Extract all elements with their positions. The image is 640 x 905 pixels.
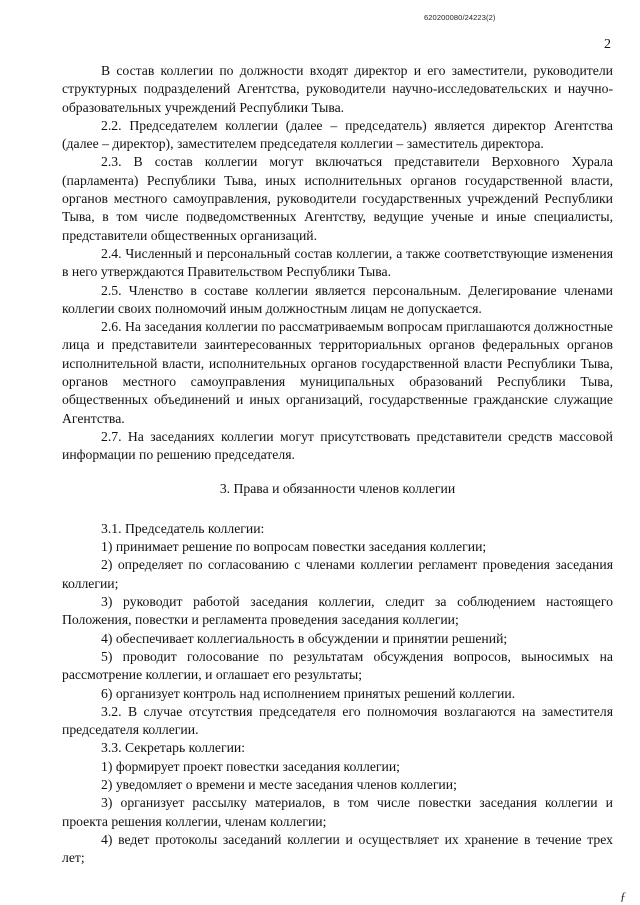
item-3-2: 3.2. В случае отсутствия председателя его полномочия возлагаются на заместителя председателя коллегии. (62, 703, 613, 738)
section-heading: 3. Права и обязанности членов коллегии (219, 480, 456, 496)
paragraph-2-5: 2.5. Членство в составе коллегии является персональным. Делегирование членами коллегии своих полномочий иным должностным лицам не допускается. (62, 282, 613, 316)
corner-mark: ƒ (620, 889, 626, 903)
page-number: 2 (604, 37, 611, 52)
paragraph-2-6: 2.6. На заседания коллегии по рассматриваемым вопросам приглашаются должностные лица и представители заинтересованных территориальных органов федеральных органов исполнительной власти, исполнительных органов государственной власти Республики Тыва, органов местного самоуправления муниципальных образований Республики Тыва, общественных объединений и иных организаций, государственные гражданские служащие Агентства. (62, 319, 614, 426)
list-item: 1) формирует проект повестки заседания коллегии; (101, 758, 400, 774)
list-item: 6) организует контроль над исполнением принятых решений коллегии. (101, 685, 516, 701)
list-item: 5) проводит голосование по результатам обсуждения вопросов, выносимых на рассмотрение коллегии, и оглашает его результаты; (62, 648, 613, 683)
paragraph-2-7: 2.7. На заседаниях коллегии могут присутствовать представители средств массовой информации по решению председателя. (62, 428, 613, 463)
list-item: 1) принимает решение по вопросам повестки заседания коллегии; (101, 539, 487, 555)
list-item: 4) обеспечивает коллегиальность в обсуждении и принятии решений; (101, 630, 508, 646)
document-body (62, 62, 613, 867)
item-3-3-secretary: 3.3. Секретарь коллегии: (101, 740, 246, 756)
paragraph-2-3: 2.3. В состав коллегии могут включаться представители Верховного Хурала (парламента) Республики Тыва, иных исполнительных органов государственной власти, органов местного самоуправления, руководители государственных учреждений Республики Тыва, в том числе подведомственных Агентству, ведущие ученые и иные специалисты, представители общественных организаций. (62, 154, 613, 243)
paragraph-2-1-members: В состав коллегии по должности входят директор и его заместители, руководители структурных подразделений Агентства, руководители научно-исследовательских и научно-образовательных учреждений Республики Тыва. (62, 63, 613, 115)
paragraph-2-2: 2.2. Председателем коллегии (далее – председатель) является директор Агентства (далее – директор), заместителем председателя коллегии – заместитель директора. (62, 117, 613, 152)
list-item: 3) организует рассылку материалов, в том числе повестки заседания коллегии и проекта решения коллегии, членам коллегии; (62, 795, 613, 829)
list-item: 4) ведет протоколы заседаний коллегии и осуществляет их хранение в течение трех лет; (62, 831, 613, 866)
list-item: 2) определяет по согласованию с членами коллегии регламент проведения заседания коллегии; (62, 557, 613, 591)
item-3-1-chairman: 3.1. Председатель коллегии: (101, 520, 265, 536)
list-item: 2) уведомляет о времени и месте заседания членов коллегии; (101, 776, 457, 792)
list-item: 3) руководит работой заседания коллегии, следит за соблюдением настоящего Положения, повестки и регламента проведения заседания коллегии; (62, 594, 613, 628)
paragraph-2-4: 2.4. Численный и персональный состав коллегии, а также соответствующие изменения в него утверждаются Правительством Республики Тыва. (62, 245, 613, 280)
document-id: 620200080/24223(2) (424, 13, 496, 22)
